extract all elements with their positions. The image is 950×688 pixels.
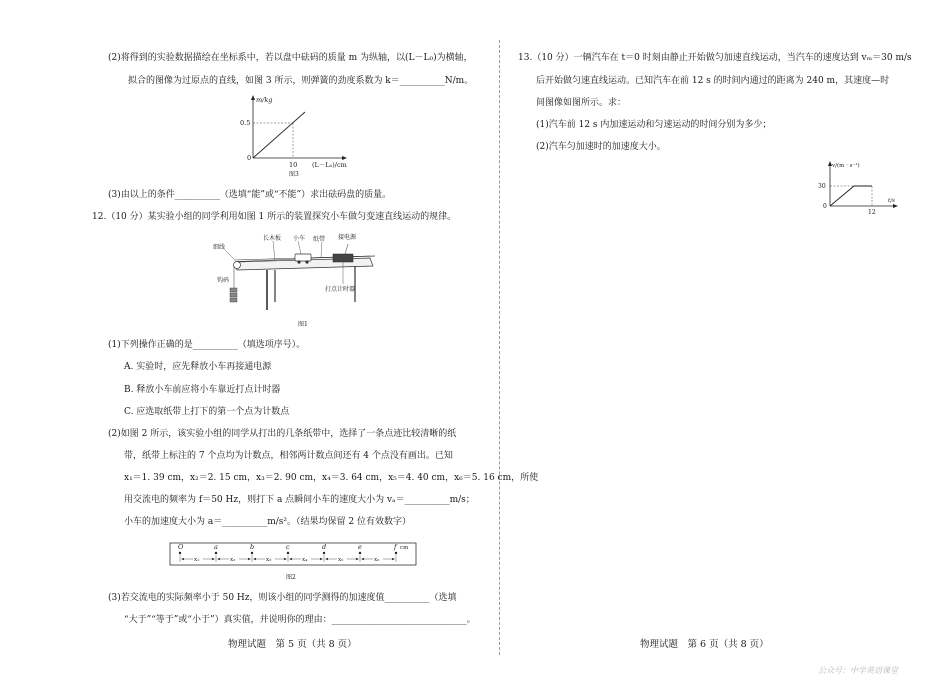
figure-2-tape [168, 539, 418, 584]
vt-ytick: 30 [818, 183, 826, 190]
fig1-cart-wheel-2 [305, 260, 308, 263]
tape-seg-label-4: x₄ [302, 557, 308, 564]
tape-label-e: e [358, 543, 362, 551]
option-b: B. 释放小车前应将小车靠近打点计时器 [124, 385, 281, 395]
tape-seg-label-2: x₂ [230, 557, 236, 564]
figure-1-apparatus [205, 232, 385, 332]
q12-part3-line1: (3)若交流电的实际频率小于 50 Hz，则该小组的同学测得的加速度值__________（选填 [108, 593, 457, 603]
vt-curve [830, 186, 872, 206]
fig1-weight-1 [230, 288, 237, 292]
fig1-label-thread: 细线 [213, 244, 226, 251]
tape-point-O [179, 552, 181, 554]
fig3-line [253, 112, 305, 158]
fig1-label-cart: 小车 [293, 235, 306, 242]
vt-origin: 0 [823, 203, 827, 210]
vt-x-arrow [893, 204, 898, 208]
tape-label-O: O [178, 543, 184, 551]
fig1-label-power: 接电源 [338, 234, 357, 241]
fig1-caption: 图1 [298, 321, 308, 328]
tape-seg-label-6: x₆ [374, 557, 380, 564]
q11-part2-line2: 拟合的图像为过原点的直线，如图 3 所示，则弹簧的劲度系数为 k＝__________N/m。 [128, 76, 474, 86]
fig1-power-wire [345, 244, 348, 254]
watermark: 公众号：中学英语课堂 [818, 666, 898, 675]
fig3-origin: 0 [247, 154, 252, 162]
q13-line3: 间图像如图所示。求： [536, 98, 627, 108]
fig1-label-tape: 纸带 [313, 236, 326, 243]
tape-label-b: b [250, 543, 255, 551]
tape-label-c: c [286, 543, 290, 551]
fig1-weight-2 [230, 293, 237, 297]
tape-unit: cm [400, 545, 409, 551]
footer-page-6: 物理试题 第 6 页（共 8 页） [640, 639, 769, 650]
tape-seg-label-5: x₅ [338, 557, 344, 564]
vt-ylabel: v/(m · s⁻¹) [832, 163, 860, 169]
option-c: C. 应选取纸带上打下的第一个点为计数点 [124, 407, 290, 417]
option-a: A. 实验时，应先释放小车再接通电源 [124, 362, 272, 372]
q12-part2-line1: (2)如图 2 所示，该实验小组的同学从打出的几条纸带中，选择了一条点迹比较清晰的纸 [108, 429, 457, 439]
q13-part1: (1)汽车前 12 s 内加速运动和匀速运动的时间分别为多少； [536, 120, 772, 130]
vt-graph [810, 158, 900, 218]
tape-point-a [215, 552, 217, 554]
q12-part2-line3: x₁＝1. 39 cm，x₂＝2. 15 cm，x₃＝2. 90 cm，x₄＝3. 64 cm，x₅＝4. 40 cm，x₆＝5. 16 cm，所使 [124, 473, 539, 483]
tape-seg-label-1: x₁ [194, 557, 200, 564]
vt-xlabel: t/s [888, 198, 895, 204]
tape-point-e [359, 552, 361, 554]
tape-label-d: d [322, 543, 327, 551]
tape-point-d [323, 552, 325, 554]
fig1-cart-wheel-1 [297, 260, 300, 263]
q12-part2-line4: 用交流电的频率为 f＝50 Hz，则打下 a 点瞬间小车的速度大小为 vₐ＝__________m/s； [124, 495, 475, 505]
q11-part3: (3)由以上的条件__________（选填“能”或“不能”）求出砝码盘的质量。 [108, 190, 392, 200]
fig3-ytick: 0.5 [240, 119, 251, 127]
q12-part1: (1)下列操作正确的是__________（填选项序号）。 [108, 340, 306, 350]
q12-part2-line2: 带，纸带上标注的 7 个点均为计数点，相邻两计数点间还有 4 个点没有画出。已知 [124, 451, 453, 461]
figure-3-graph [230, 90, 360, 180]
q13-line1: 13.（10 分）一辆汽车在 t＝0 时刻由静止开始做匀加速直线运动，当汽车的速度达到 vₘ＝30 m/s [518, 53, 912, 63]
q11-part2-line1: (2)将得到的实验数据描绘在坐标系中，若以盘中砝码的质量 m 为纵轴，以(L－L₀)为横轴， [108, 53, 473, 63]
tape-label-a: a [214, 543, 218, 551]
tape-point-b [251, 552, 253, 554]
fig3-xtick: 10 [289, 161, 298, 169]
fig3-y-arrow [251, 95, 255, 100]
fig1-label-board: 长木板 [263, 235, 282, 242]
fig1-label-hook: 钩码 [217, 277, 230, 284]
q13-part2: (2)汽车匀加速时的加速度大小。 [536, 142, 666, 152]
fig1-cart [295, 254, 311, 261]
fig3-x-arrow [342, 156, 347, 160]
q12-part3-line2: “大于”“等于”或“小于”）真实值，并说明你的理由：______________________________。 [124, 615, 476, 625]
vt-xtick: 12 [868, 209, 876, 216]
fig1-timer [333, 254, 353, 262]
q12-part2-line5: 小车的加速度大小为 a＝__________m/s²。（结果均保留 2 位有效数字） [124, 517, 411, 527]
fig3-ylabel: m/kg [256, 96, 273, 104]
fig3-caption: 图3 [289, 171, 299, 178]
fig1-label-timer: 打点计时器 [325, 286, 356, 293]
tape-label-f: f [394, 543, 397, 551]
tape-point-f [395, 552, 397, 554]
tape-caption: 图2 [286, 574, 296, 581]
fig1-pulley [234, 262, 241, 269]
tape-seg-label-3: x₃ [266, 557, 272, 564]
q12-title: 12.（10 分）某实验小组的同学利用如图 1 所示的装置探究小车做匀变速直线运动的规律。 [92, 212, 457, 222]
tape-point-c [287, 552, 289, 554]
fig1-weight-3 [230, 298, 237, 302]
footer-page-5: 物理试题 第 5 页（共 8 页） [228, 639, 357, 650]
fig3-xlabel: (L－L₀)/cm [312, 161, 347, 169]
page-divider [499, 40, 500, 655]
q13-line2: 后开始做匀速直线运动。已知汽车在前 12 s 的时间内通过的距离为 240 m，其速度—时 [536, 76, 890, 86]
